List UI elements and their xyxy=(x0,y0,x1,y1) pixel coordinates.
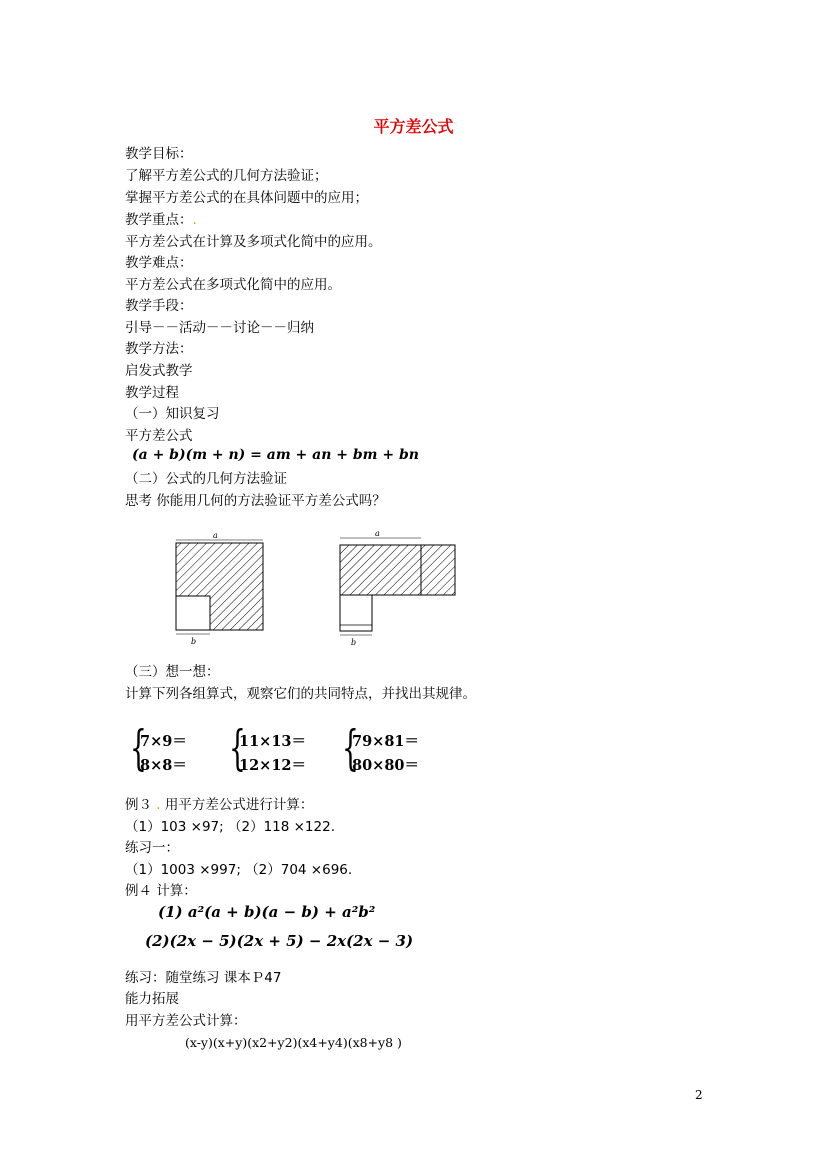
method: 启发式教学 xyxy=(125,363,193,379)
example-4-expression-1: (1) a²(a + b)(a − b) + a²b² xyxy=(158,903,376,921)
goals-label: 教学目标： xyxy=(125,146,193,162)
label-a-right: a xyxy=(375,529,380,538)
method-label: 教学方法： xyxy=(125,341,193,357)
goal-2: 掌握平方差公式的在具体问题中的应用； xyxy=(125,190,368,206)
left-square-figure xyxy=(176,531,263,646)
key-dot: . xyxy=(192,212,197,228)
goal-1: 了解平方差公式的几何方法验证； xyxy=(125,168,328,184)
key-points: 平方差公式在计算及多项式化简中的应用。 xyxy=(125,234,382,250)
extension-label: 能力拓展 xyxy=(125,991,179,1007)
example-3-label: 例３ xyxy=(125,797,152,813)
geometry-figure xyxy=(165,525,465,650)
section-3: （三）想一想： xyxy=(125,664,220,680)
label-b-right: b xyxy=(351,638,357,647)
extension-prompt: 用平方差公式计算： xyxy=(125,1013,247,1029)
process-heading: 教学过程 xyxy=(125,385,179,401)
key-points-line xyxy=(125,211,197,229)
means-label: 教学手段： xyxy=(125,298,193,314)
calc-group-1-top: 7×9＝ xyxy=(140,733,187,750)
practice-1-label: 练习一： xyxy=(125,840,179,856)
example-3-line xyxy=(125,796,313,814)
calc-group-2-bottom: 12×12＝ xyxy=(239,757,307,774)
calc-group-3-bottom: 80×80＝ xyxy=(352,757,420,774)
right-rect-figure xyxy=(340,529,455,647)
page-number: 2 xyxy=(695,1088,703,1102)
section-1: （一）知识复习 xyxy=(125,406,220,422)
extension-expression: (x-y)(x+y)(x2+y2)(x4+y4)(x8+y8 ) xyxy=(185,1035,402,1050)
calc-prompt: 计算下列各组算式，观察它们的共同特点，并找出其规律。 xyxy=(125,686,476,702)
example-3-items: （1）103 ×97; （2）118 ×122. xyxy=(125,819,335,835)
formula-expression: (a + b)(m + n) = am + an + bm + bn xyxy=(132,447,419,463)
label-a-left: a xyxy=(213,531,218,540)
example-3-dot: . xyxy=(156,797,161,813)
page-title: 平方差公式 xyxy=(373,117,454,136)
key-points-label: 教学重点： xyxy=(125,212,193,228)
formula-label: 平方差公式 xyxy=(125,428,193,444)
difficulty-label: 教学难点： xyxy=(125,255,193,271)
practice-1-items: （1）1003 ×997; （2）704 ×696. xyxy=(125,862,353,878)
example-4-label: 例４ 计算： xyxy=(125,883,197,899)
think-question: 思考 你能用几何的方法验证平方差公式吗？ xyxy=(125,493,386,509)
calc-group-3-top: 79×81＝ xyxy=(352,733,420,750)
calc-group-1-bottom: 8×8＝ xyxy=(140,757,187,774)
example-4-expression-2: (2)(2x − 5)(2x + 5) − 2x(2x − 3) xyxy=(145,932,414,950)
label-b-left: b xyxy=(191,637,197,646)
difficulty: 平方差公式在多项式化简中的应用。 xyxy=(125,277,341,293)
section-2: （二）公式的几何方法验证 xyxy=(125,471,287,487)
calc-group-2-top: 11×13＝ xyxy=(239,733,307,750)
practice-2: 练习：随堂练习 课本Ｐ47 xyxy=(125,970,282,986)
means: 引导－－活动－－讨论－－归纳 xyxy=(125,320,314,336)
example-3-text: 用平方差公式进行计算： xyxy=(164,797,314,813)
